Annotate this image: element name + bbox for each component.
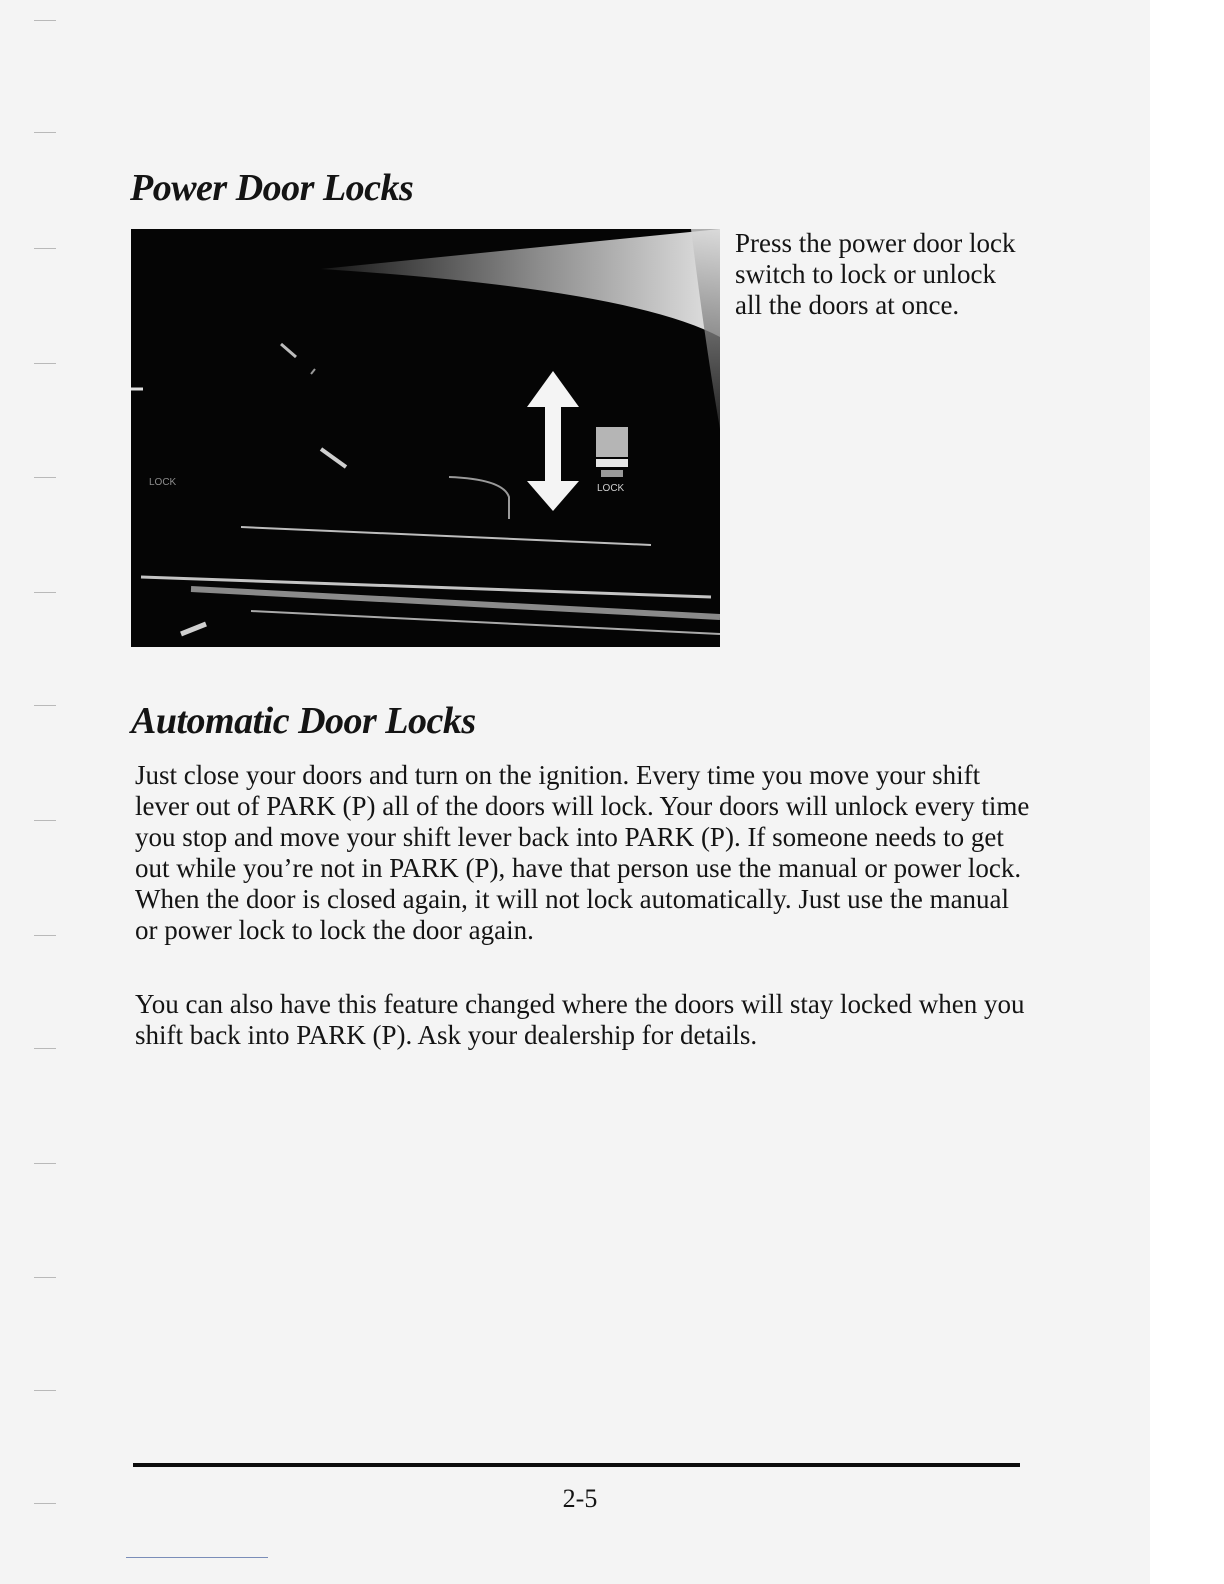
automatic-door-locks-paragraph: You can also have this feature changed where the doors will stay locked when you shift back into PARK (P). Ask your dealership for details. [135,989,1025,1050]
margin-tick [34,20,56,21]
page-number: 2-5 [562,1484,598,1513]
automatic-door-locks-heading: Automatic Door Locks [131,700,476,742]
margin-tick [34,1390,56,1391]
margin-tick [34,1048,56,1049]
margin-tick [34,935,56,936]
switch-lock-label: LOCK [597,483,625,494]
margin-tick [34,1503,56,1504]
lock-switch [596,427,628,494]
bottom-rule [126,1557,268,1558]
page-edge [1150,0,1224,1584]
door-lock-switch-photo [131,229,720,647]
margin-tick [34,820,56,821]
power-door-locks-heading: Power Door Locks [130,167,414,209]
margin-tick [34,248,56,249]
margin-tick [34,705,56,706]
margin-tick [34,1277,56,1278]
margin-tick [34,363,56,364]
power-door-locks-text: Press the power door lock switch to lock or unlock all the doors at once. [735,228,1016,320]
automatic-door-locks-paragraph: Just close your doors and turn on the ignition. Every time you move your shift lever out of PARK (P) all of the doors will lock. Your doors will unlock every time you stop and move your shift lever back into PARK (P). If someone needs to get out while you’re not in PARK (P), have that person use the manual or power lock. When the door is closed again, it will not lock automatically. Just use the manual or power lock to lock the door again. [135,760,1030,945]
footer-rule [133,1463,1020,1467]
left-lock-label: LOCK [149,477,177,488]
margin-tick [34,132,56,133]
margin-tick [34,1163,56,1164]
margin-tick [34,592,56,593]
margin-tick [34,477,56,478]
